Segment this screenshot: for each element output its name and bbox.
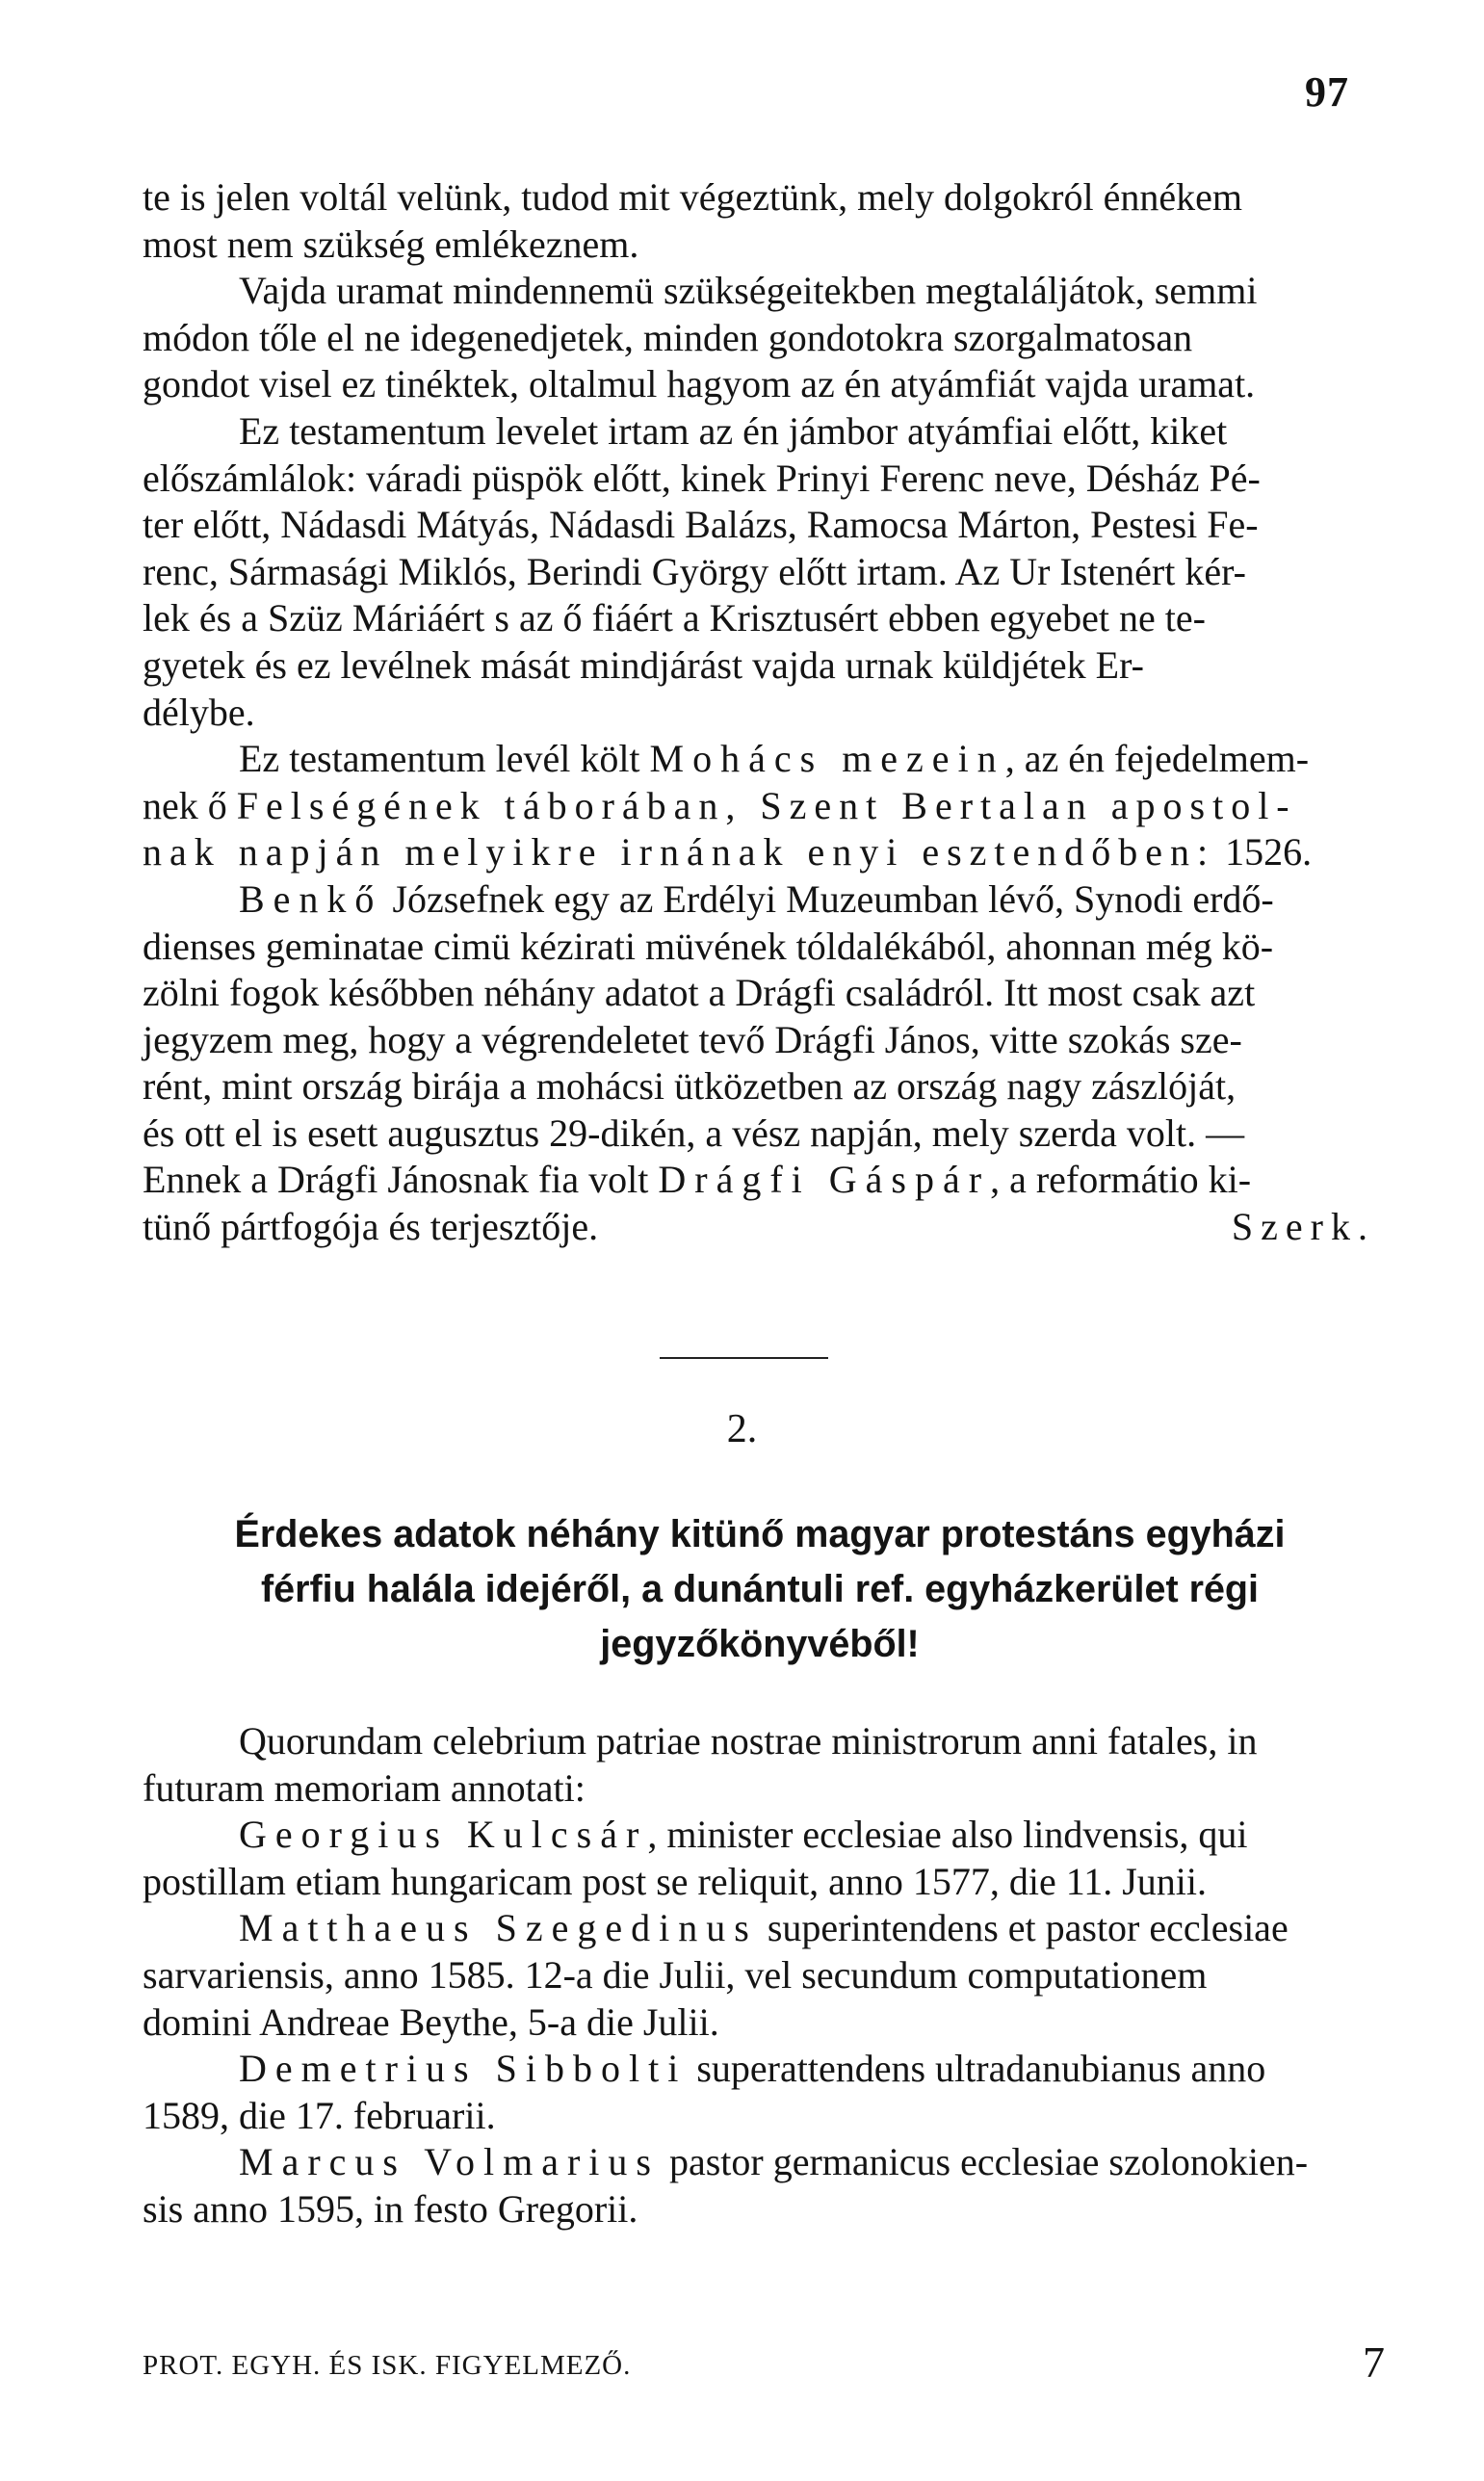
paragraph-testament-close: te is jelen voltál velünk, tudod mit végeztünk, mely dolgokról énnékem most nem szükség emlékeznem.: [143, 175, 1242, 266]
section-divider: [660, 1357, 828, 1359]
minister-name: Georgius Kulcsár: [239, 1813, 648, 1857]
paragraph-vajda: Vajda uramat mindennemü szükségeitekben megtaláljátok, semmi módon tőle el ne idegenedjetek, minden gondotokra szorgalmatosan gondot visel ez tinéktek, oltalmul hagyom az én atyámfiát vajda uramat.: [143, 269, 1258, 406]
minister-name: Matthaeus Szegedinus: [239, 1906, 758, 1950]
minister-name: Marcus Volmarius: [239, 2140, 660, 2184]
latin-records: [143, 1718, 1375, 2233]
paragraph-witnesses: Ez testamentum levelet irtam az én jámbor atyámfiai előtt, kiket előszámlálok: váradi püspök előtt, kinek Prinyi Ferenc neve, Désház Pé- ter előtt, Nádasdi Mátyás, Nádasdi Balázs, Ramocsa Márton, Pestesi Fe- renc, Sármasági Miklós, Berindi György előtt irtam. Az Ur Istenért kér- lek és a Szüz Máriáért s az ő fiáért a Krisztusért ebben egyebet ne te- gyetek és ez levélnek mását mindjárást vajda urnak küldjétek Er- délybe.: [143, 408, 1261, 734]
journal-title: PROT. EGYH. ÉS ISK. FIGYELMEZŐ.: [143, 2350, 632, 2381]
record-entry: Demetrius Sibbolti superattendens ultradanubianus anno 1589, die 17. februarii.: [143, 2047, 1266, 2137]
section-number: 2.: [726, 1407, 758, 1451]
record-entry: Georgius Kulcsár, minister ecclesiae also lindvensis, qui postillam etiam hungaricam post se reliquit, anno 1577, die 11. Junii.: [143, 1813, 1248, 1903]
person-name: Drágfi Gáspár: [658, 1158, 991, 1202]
record-entry: Marcus Volmarius pastor germanicus ecclesiae szolonokien- sis anno 1595, in festo Gregorii.: [143, 2140, 1309, 2231]
page-number: 97: [1305, 68, 1349, 116]
record-entry: Matthaeus Szegedinus superintendens et pastor ecclesiae sarvariensis, anno 1585. 12-a die Julii, vel secundum computationem domini Andreae Beythe, 5-a die Julii.: [143, 1906, 1289, 2044]
running-footer: [143, 2337, 1385, 2387]
paragraph-editor-note: Benkő Józsefnek egy az Erdélyi Muzeumban lévő, Synodi erdő- dienses geminatae cimü kézirati müvének tóldalékából, ahonnan még kö- zölni fogok későbben néhány adatot a Drágfi családról. Itt most csak azt jegyzem meg, hogy a végrendeletet tevő Drágfi János, vitte szokás sze- rént, mint ország birája a mohácsi ütközetben az ország nagy zászlóját, és ott el is esett augusztus 29-dikén, a vész napján, mely szerda volt. — Ennek a Drágfi Jánosnak fia volt Drágfi Gáspár, a reformátio ki- tünő pártfogója és terjesztője. Szerk.: [143, 876, 1375, 1251]
minister-name: Demetrius Sibbolti: [239, 2047, 688, 2091]
place-name: Mohács mezein: [649, 737, 1005, 781]
author-name: Benkő: [239, 876, 383, 921]
section-heading: Érdekes adatok néhány kitünő magyar protestáns egyházi férfiu halála idejéről, a dunántuli ref. egyházkerület régi jegyzőkönyvéből!: [234, 1513, 1286, 1665]
editor-signature: Szerk.: [1231, 1205, 1375, 1249]
testament-text: [143, 174, 1375, 1251]
records-intro: Quorundam celebrium patriae nostrae ministrorum anni fatales, in futuram memoriam annotati:: [143, 1719, 1258, 1810]
paragraph-date: Ez testamentum levél költ Mohács mezein, az én fejedelmem- nek ő Felségének táborában, Szent Bertalan apostol- nak napján melyikre irnának enyi esztendőben: 1526.: [143, 737, 1313, 875]
signature-mark: 7: [1363, 2337, 1385, 2387]
